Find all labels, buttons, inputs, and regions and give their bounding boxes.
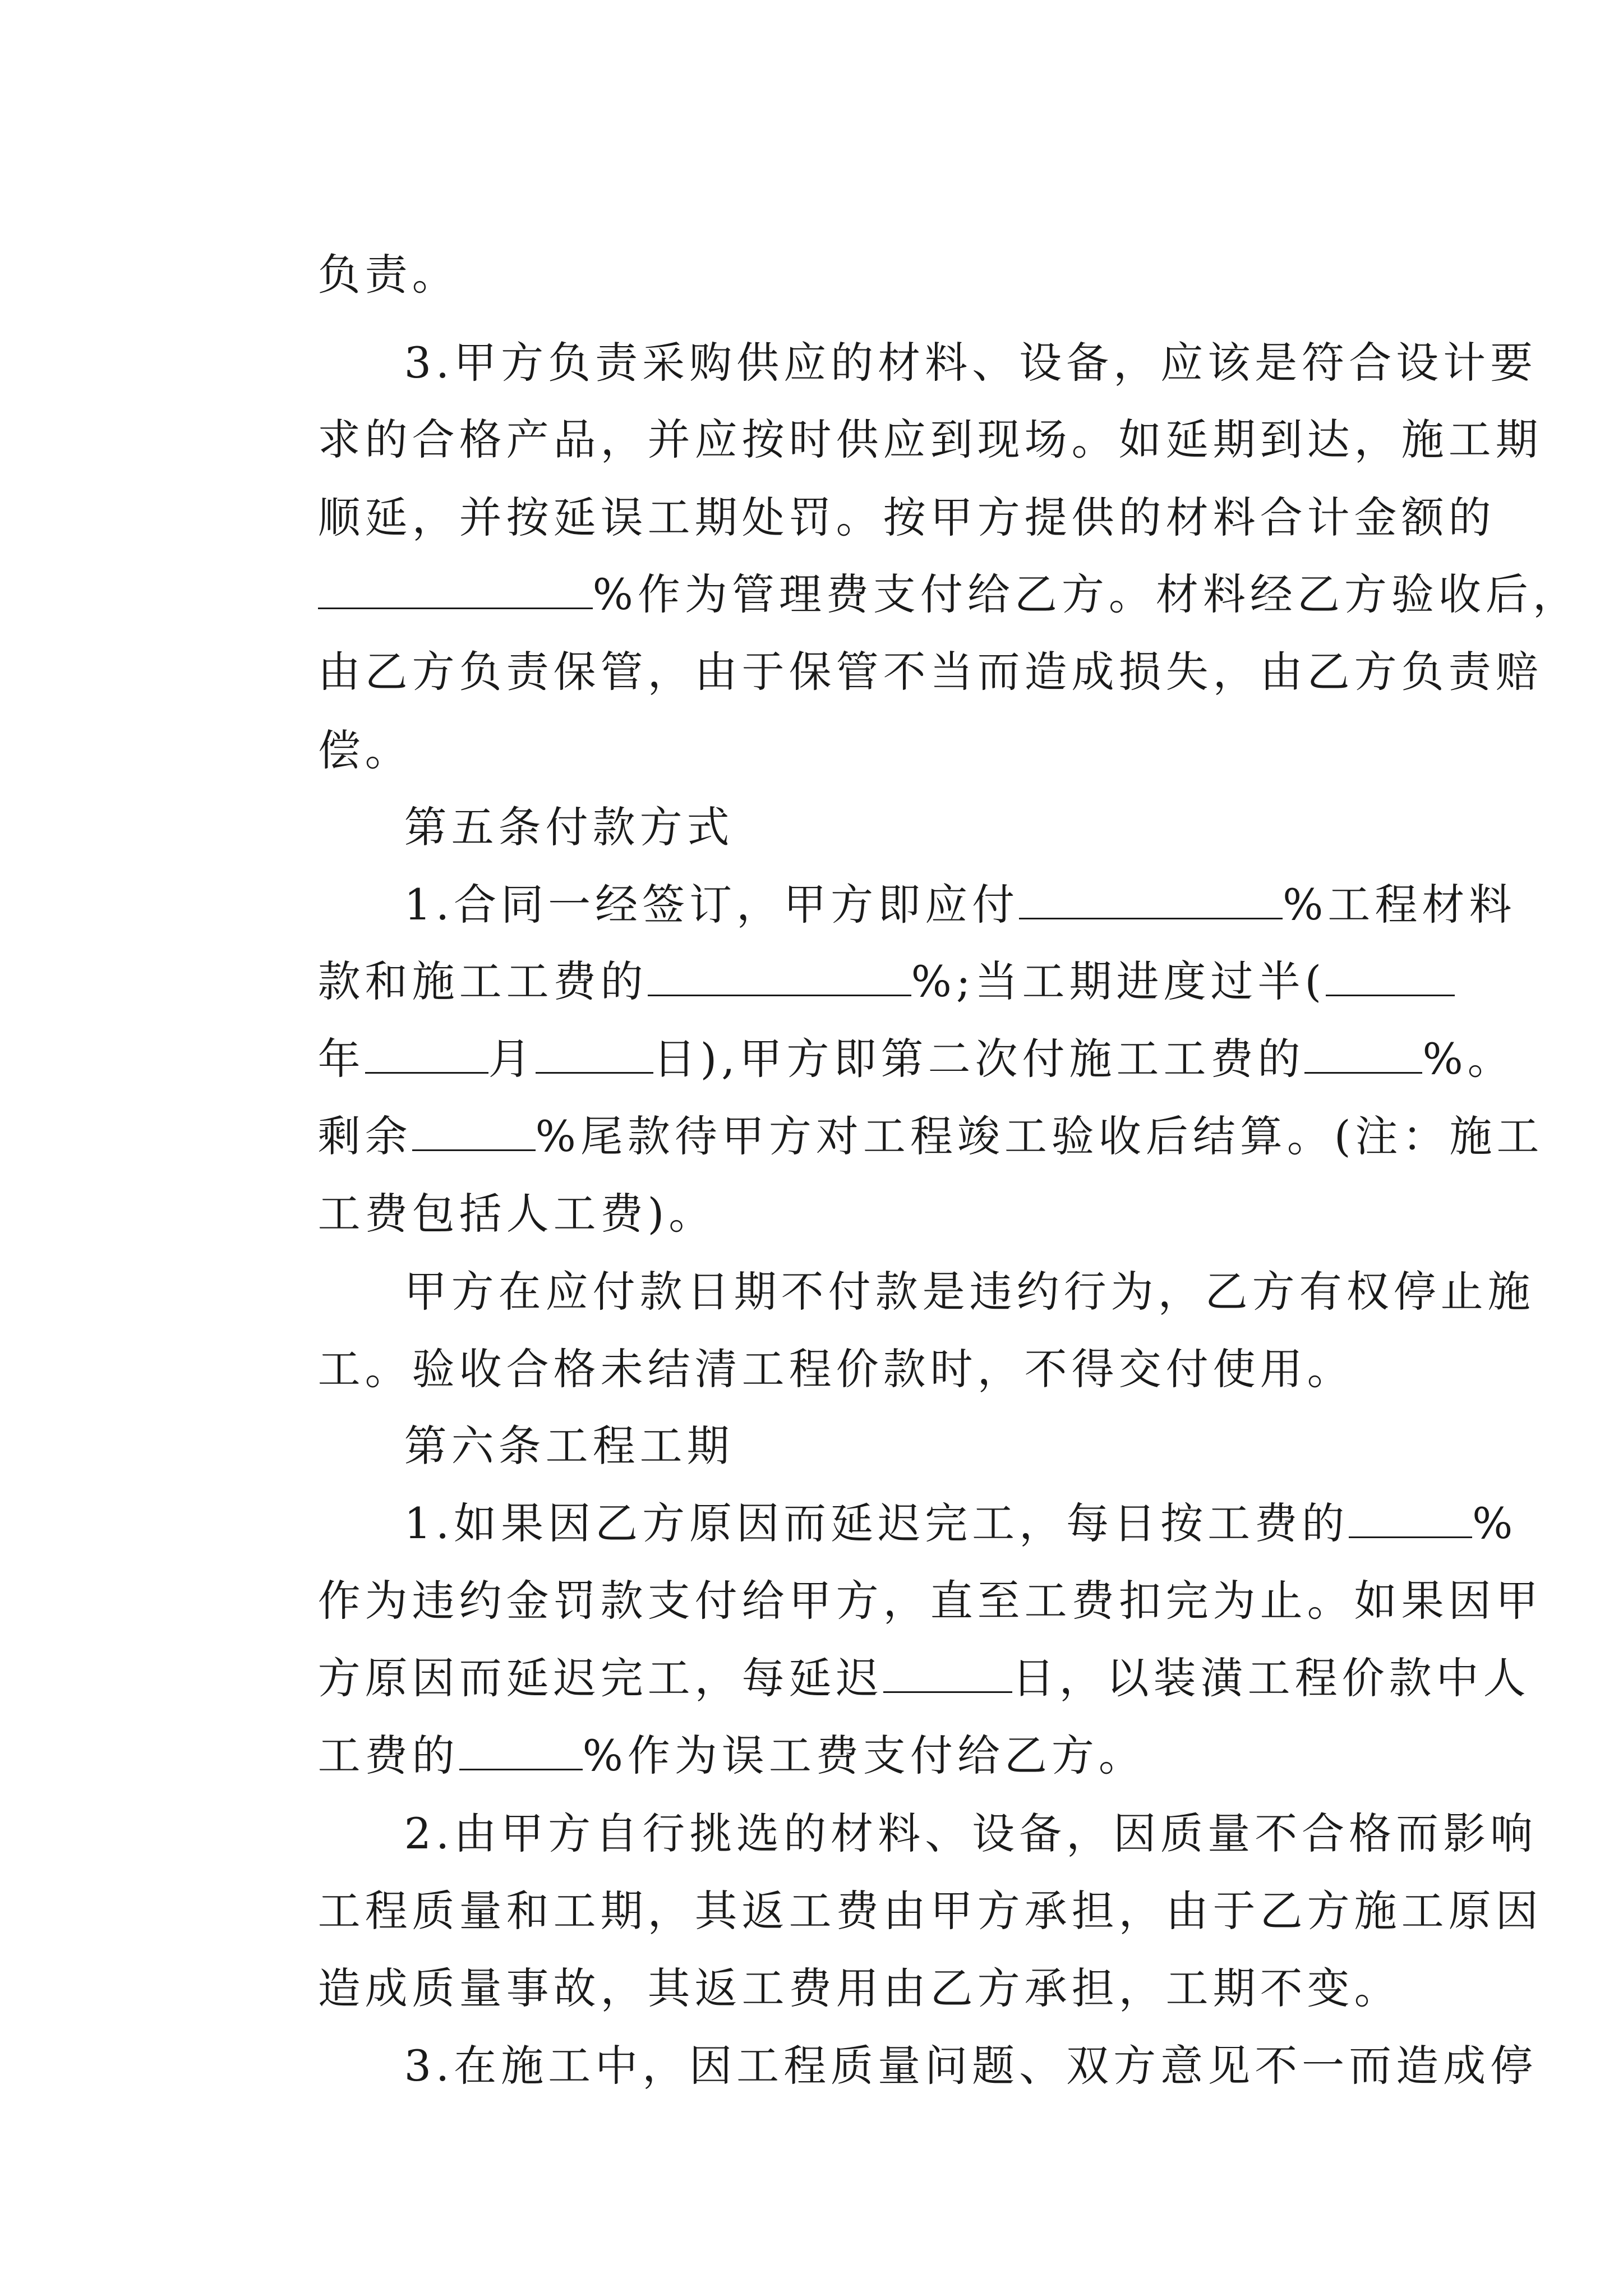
text-line (246, 1904, 1401, 2013)
text-segment: 负责。 (317, 250, 459, 300)
text-line (332, 1750, 1538, 1858)
clause-4-item-3-line-1 (332, 279, 1538, 388)
text-line (332, 1982, 1538, 2091)
text-segment: 1.如果因乙方原因而延迟完工，每日按工费的 (404, 1498, 1349, 1548)
text-segment: %作为管理费支付给乙方。材料经乙方验收后， (592, 569, 1580, 619)
text-line (246, 191, 459, 300)
text-segment: 偿。 (317, 725, 412, 775)
text-segment: %作为误工费支付给乙方。 (582, 1731, 1146, 1780)
text-segment: 造成质量事故，其返工费用由乙方承担，工期不变。 (317, 1963, 1401, 2013)
text-line (246, 1594, 1530, 1703)
text-segment: 求的合格产品，并应按时供应到现场。如延期到达，施工期 (317, 415, 1543, 464)
text-line (246, 975, 1515, 1084)
text-segment: % (1472, 1498, 1518, 1548)
text-segment: 3.甲方负责采购供应的材料、设备，应该是符合设计要 (404, 338, 1538, 388)
text-segment: 剩余 (317, 1111, 412, 1161)
text-line (246, 1052, 1544, 1161)
text-line (246, 898, 1455, 1006)
text-segment: %;当工期进度过半( (911, 956, 1326, 1006)
text-line (246, 434, 1496, 542)
text-line (246, 1130, 716, 1239)
text-segment: 甲方在应付款日期不付款是违约行为，乙方有权停止施 (404, 1267, 1535, 1317)
text-segment: 2.由甲方自行挑选的材料、设备，因质量不合格而影响 (404, 1809, 1538, 1858)
text-segment: 日),甲方即第二次付施工工费的 (653, 1034, 1305, 1084)
text-line (246, 510, 1580, 619)
section-heading-schedule (332, 1362, 734, 1471)
text-line (246, 1285, 1354, 1394)
text-line (332, 1439, 1518, 1548)
text-segment: 1.合同一经签订，甲方即应付 (404, 880, 1020, 930)
text-line (332, 1208, 1535, 1317)
text-segment: 作为违约金罚款支付给甲方，直至工费扣完为止。如果因甲 (317, 1576, 1543, 1626)
text-line (246, 666, 412, 775)
text-segment: 工费的 (317, 1731, 459, 1780)
text-line (332, 821, 1516, 930)
text-segment: 日，以装潢工程价款中人 (1012, 1653, 1530, 1703)
heading-text: 第五条付款方式 (404, 802, 734, 852)
text-line (246, 1672, 1146, 1780)
text-segment: 工程质量和工期，其返工费由甲方承担，由于乙方施工原因 (317, 1886, 1543, 1936)
text-line (246, 1827, 1543, 1936)
text-segment: 工。验收合格未结清工程价款时，不得交付使用。 (317, 1344, 1354, 1394)
text-line (246, 356, 1543, 464)
text-segment: 方原因而延迟完工，每延迟 (317, 1653, 883, 1703)
text-segment: %尾款待甲方对工程竣工验收后结算。(注：施工 (535, 1111, 1544, 1161)
text-line (246, 588, 1543, 697)
text-segment: 款和施工工费的 (317, 956, 648, 1006)
text-segment: %工程材料 (1283, 880, 1516, 930)
text-line (246, 1517, 1543, 1626)
text-segment: 顺延，并按延误工期处罚。按甲方提供的材料合计金额的 (317, 493, 1496, 542)
text-segment: 年 (317, 1034, 365, 1084)
text-segment: %。 (1422, 1034, 1515, 1084)
heading-text: 第六条工程工期 (404, 1421, 734, 1471)
text-segment: 3.在施工中，因工程质量问题、双方意见不一而造成停 (404, 2041, 1538, 2091)
text-segment: 月 (488, 1034, 536, 1084)
text-segment: 由乙方负责保管，由于保管不当而造成损失，由乙方负责赔 (317, 647, 1543, 697)
section-heading-payment (332, 743, 734, 852)
text-segment: 工费包括人工费)。 (317, 1189, 716, 1239)
